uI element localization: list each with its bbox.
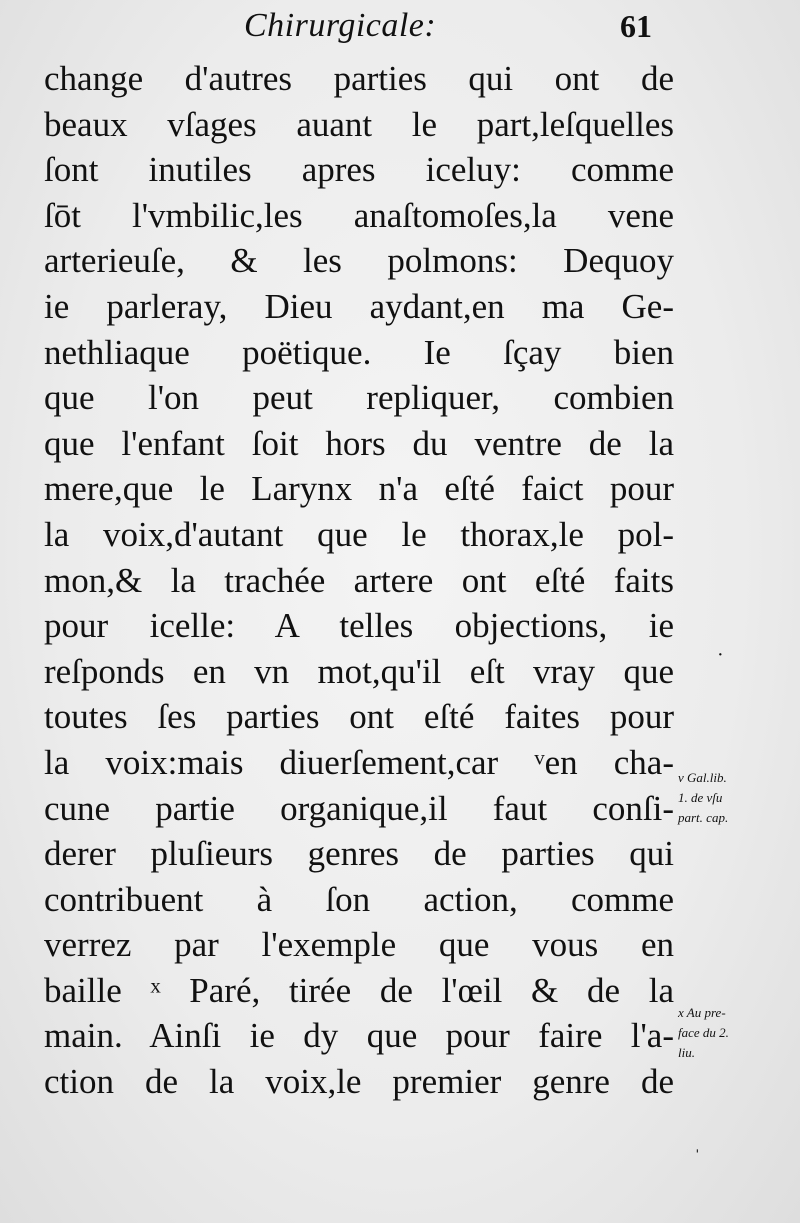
text-line: main. Ainſi ie dy que pour faire l'a- [44, 1016, 674, 1056]
text-line: que l'on peut repliquer, combien [44, 378, 674, 418]
text-line: ſōt l'vmbilic,les anaſtomoſes,la vene [44, 195, 674, 235]
margin-note-x [678, 1003, 729, 1063]
text-line: la voix:mais diuerſement,car ᵛen cha- [44, 742, 674, 782]
text-line: ie parleray, Dieu aydant,en ma Ge- [44, 286, 674, 326]
margin-note-v [678, 768, 728, 828]
text-line: contribuent à ſon action, comme [44, 879, 674, 919]
margin-note-line: face du 2. [678, 1025, 729, 1040]
text-line: beaux vſages auant le part,leſquelles [44, 104, 674, 144]
text-line: arterieuſe, & les polmons: Dequoy [44, 241, 674, 281]
running-head-title: Chirurgicale: [244, 7, 437, 44]
margin-note-line: x Au pre- [678, 1005, 726, 1020]
text-line: ſont inutiles apres iceluy: comme [44, 150, 674, 190]
body-text [44, 56, 674, 1105]
text-line: cune partie organique,il faut conſi- [44, 788, 674, 828]
ink-speck: ˌ [694, 1131, 701, 1153]
text-line: que l'enfant ſoit hors du ventre de la [44, 423, 674, 463]
margin-note-line: 1. de vſu [678, 790, 723, 805]
text-line: mere,que le Larynx n'a eſté faict pour [44, 469, 674, 509]
text-line: toutes ſes parties ont eſté faites pour [44, 697, 674, 737]
text-line: verrez par l'exemple que vous en [44, 925, 674, 965]
text-line: mon,& la trachée artere ont eſté faits [44, 560, 674, 600]
text-line: la voix,d'autant que le thorax,le pol- [44, 514, 674, 554]
text-line: nethliaque poëtique. Ie ſçay bien [44, 332, 674, 372]
margin-note-line: part. cap. [678, 810, 729, 825]
text-line: reſponds en vn mot,qu'il eſt vray que [44, 651, 674, 691]
text-line: baille ˣ Paré, tirée de l'œil & de la [44, 970, 674, 1010]
text-line: ction de la voix,le premier genre de [44, 1062, 674, 1102]
margin-note-line: v Gal.lib. [678, 770, 727, 785]
text-line: derer pluſieurs genres de parties qui [44, 834, 674, 874]
page-number: 61 [620, 8, 652, 44]
running-head [0, 6, 800, 46]
margin-note-line: liu. [678, 1045, 695, 1060]
ink-speck: · [717, 644, 724, 666]
text-line: pour icelle: A telles objections, ie [44, 606, 674, 646]
text-line: change d'autres parties qui ont de [44, 59, 674, 98]
